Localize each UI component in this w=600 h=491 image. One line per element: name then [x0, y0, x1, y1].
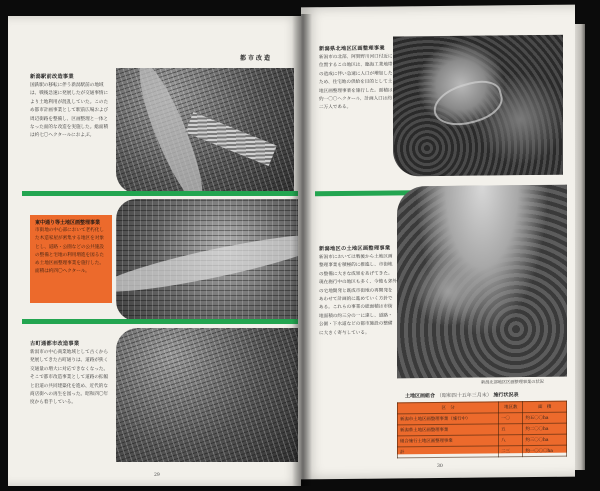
table-header: 面 積 [523, 401, 567, 412]
green-divider-2 [22, 319, 298, 324]
block2-heading: 東中通り等土地区画整理事業 [35, 220, 101, 226]
block1-body: 国鉄駅の移転に伴う新潟駅前の地域は、戦後急速に発展したが交通事情により土地利用が混乱していた。このため都市計画事業として駅前広場および周辺街路を整備し、区画整理と一体となった面的な改造を実施した。総面積は約七〇ヘクタールにおよぶ。 [30, 83, 109, 139]
block3-heading: 古町通都市改造事業 [30, 341, 80, 347]
table-cell: 五 [499, 424, 523, 435]
green-divider-1 [22, 191, 298, 196]
table-row [398, 445, 567, 458]
photo-aerial-suburb [397, 185, 567, 379]
table-title-subtitle: （昭和四十五年三月末） [436, 392, 492, 400]
photo-caption: 新潟北部地区区画整理事業の状況 [481, 378, 544, 385]
section-title: 都市改造 [240, 55, 273, 62]
right-page [301, 5, 575, 480]
table-cell: 八 [499, 435, 523, 446]
status-table [397, 401, 567, 455]
block2-orange-box [30, 215, 112, 303]
table-cell: 新潟市土地区画整理事業（施行中） [398, 413, 499, 425]
table-header: 区 分 [398, 402, 499, 414]
photo-development-outline [429, 75, 507, 132]
right-block1-heading: 新潟県北地区区画整理事業 [319, 45, 385, 53]
right-block2-heading: 新潟地区の土地区画整理事業 [319, 245, 391, 253]
table-cell: 計 [398, 446, 499, 458]
block1-heading: 新潟駅前改造事業 [30, 74, 74, 80]
photo-north-district [393, 35, 563, 177]
table-title-main: 土地区画組合 [405, 393, 436, 400]
block2-body: 市街地の中心部において老朽化した木造家屋が密集する地区を対象とし、道路・公園などの公共施設の整備と宅地の利用増進を図るため土地区画整理事業を施行した。面積は約四〇ヘクタール。 [35, 228, 104, 275]
page-stack-edge [575, 24, 585, 470]
table-cell: 新潟県土地区画整理事業 [398, 424, 499, 436]
left-page [8, 16, 301, 486]
photo-station-area [116, 68, 294, 194]
table-cell: 約一〇〇〇ha [523, 445, 567, 456]
photo-city-grid [116, 328, 298, 462]
page-number-left: 29 [154, 473, 160, 478]
table-cell: 約五〇〇ha [523, 412, 567, 423]
table-cell: 一〇 [499, 413, 523, 424]
table-title-suffix: 施行状況表 [493, 392, 519, 399]
right-block1-body: 新潟市の北部、阿賀野川河口付近に位置するこの地区は、臨海工業地帯の造成に伴い急速に人口が増加したため、住宅地の供給を目的として土地区画整理事業を施行した。面積は約一〇〇ヘクタール、計画人口は約二万人である。 [319, 54, 393, 111]
photo-rail-yard [185, 112, 277, 166]
table-cell: 二三 [499, 446, 523, 457]
table-cell: 約二〇〇ha [523, 423, 567, 434]
table-title [405, 391, 519, 399]
photo-canal [116, 224, 298, 301]
table-header: 地区数 [499, 402, 523, 413]
table-cell: 組合施行土地区画整理事業 [398, 435, 499, 447]
table-cell: 約三〇〇ha [523, 434, 567, 445]
photo-district [116, 199, 298, 321]
right-block2-body: 新潟市においては戦後から土地区画整理事業を積極的に推進し、市街地の整備に大きな成果をあげてきた。現在施行中の地区も多く、今後も郊外の宅地開発と既成市街地の再開発をあわせて計画的に進めていく方針である。これらの事業の総面積は市街地面積の約三分の一に達し、道路・公園・下水道などの都市施設の整備に大きく寄与している。 [319, 254, 397, 336]
page-number-right: 30 [437, 463, 443, 470]
block3-body: 新潟市の中心商業地域として古くから発展してきた古町通りは、道路が狭く交通量の増大に対応できなくなった。そこで都市改造事業として道路の拡幅と沿道の共同建築化を進め、近代的な商店街への再生を図った。昭和四〇年度から着手している。 [30, 350, 109, 406]
